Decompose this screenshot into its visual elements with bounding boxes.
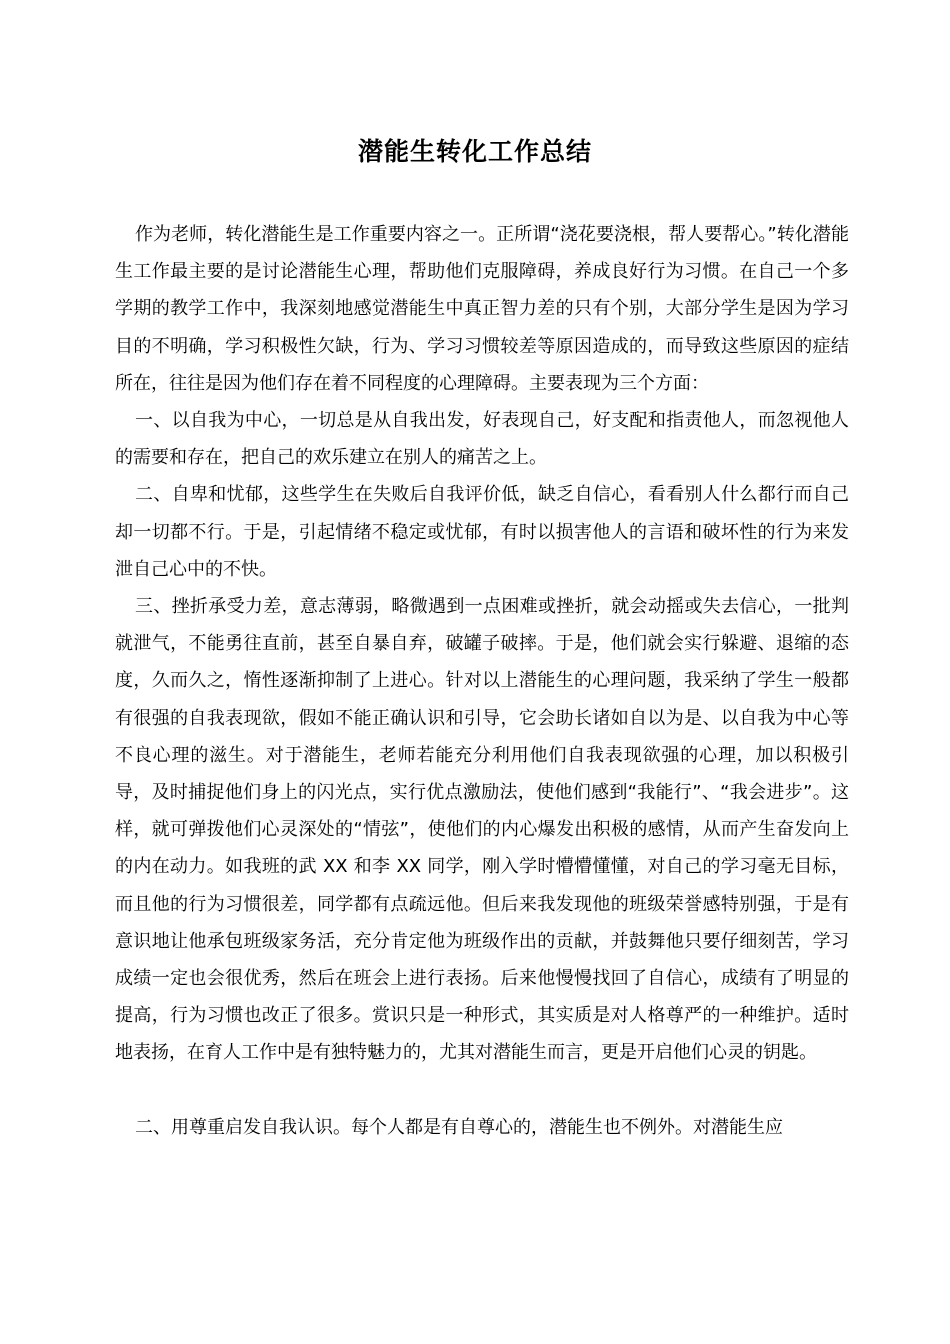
document-title: 潜能生转化工作总结 [357, 137, 592, 166]
point-two-paragraph: 二、自卑和忧郁，这些学生在失败后自我评价低，缺乏自信心，看看别人什么都行而自己却一切都不行。于是，引起情绪不稳定或忧郁，有时以损害他人的言语和破坏性的行为来发泄自己心中的不快。 [115, 484, 849, 580]
paragraph-gap [115, 1072, 849, 1109]
point-three-paragraph: 三、挫折承受力差，意志薄弱，略微遇到一点困难或挫折，就会动摇或失去信心，一批判就泄气，不能勇往直前，甚至自暴自弃，破罐子破摔。于是，他们就会实行躲避、退缩的态度，久而久之，惰性逐渐抑制了上进心。针对以上潜能生的心理问题，我采纳了学生一般都有很强的自我表现欲，假如不能正确认识和引导，它会助长诸如自以为是、以自我为中心等不良心理的滋生。对于潜能生，老师若能充分利用他们自我表现欲强的心理，加以积极引导，及时捕捉他们身上的闪光点，实行优点激励法，使他们感到“我能行”、“我会进步”。这样，就可弹拨他们心灵深处的“情弦”，使他们的内心爆发出积极的感情，从而产生奋发向上的内在动力。如我班的武 XX 和李 XX 同学，刚入学时懵懵懂懂，对自己的学习毫无目标，而且他的行为习惯很差，同学都有点疏远他。但后来我发现他的班级荣誉感特别强，于是有意识地让他承包班级家务活，充分肯定他为班级作出的贡献，并鼓舞他只要仔细刻苦，学习成绩一定也会很优秀，然后在班会上进行表扬。后来他慢慢找回了自信心，成绩有了明显的提高，行为习惯也改正了很多。赏识只是一种形式，其实质是对人格尊严的一种维护。适时地表扬，在育人工作中是有独特魅力的，尤其对潜能生而言，更是开启他们心灵的钥匙。 [115, 596, 849, 1064]
section-two-paragraph: 二、用尊重启发自我认识。每个人都是有自尊心的，潜能生也不例外。对潜能生应 [135, 1116, 783, 1138]
point-one-paragraph: 一、以自我为中心，一切总是从自我出发，好表现自己，好支配和指责他人，而忽视他人的需要和存在，把自己的欢乐建立在别人的痛苦之上。 [115, 410, 849, 469]
document-body [115, 216, 849, 1146]
intro-paragraph: 作为老师，转化潜能生是工作重要内容之一。正所谓“浇花要浇根，帮人要帮心。”转化潜能生工作最主要的是讨论潜能生心理，帮助他们克服障碍，养成良好行为习惯。在自己一个多学期的教学工作中，我深刻地感觉潜能生中真正智力差的只有个别，大部分学生是因为学习目的不明确，学习积极性欠缺，行为、学习习惯较差等原因造成的，而导致这些原因的症结所在，往往是因为他们存在着不同程度的心理障碍。主要表现为三个方面： [115, 224, 849, 394]
